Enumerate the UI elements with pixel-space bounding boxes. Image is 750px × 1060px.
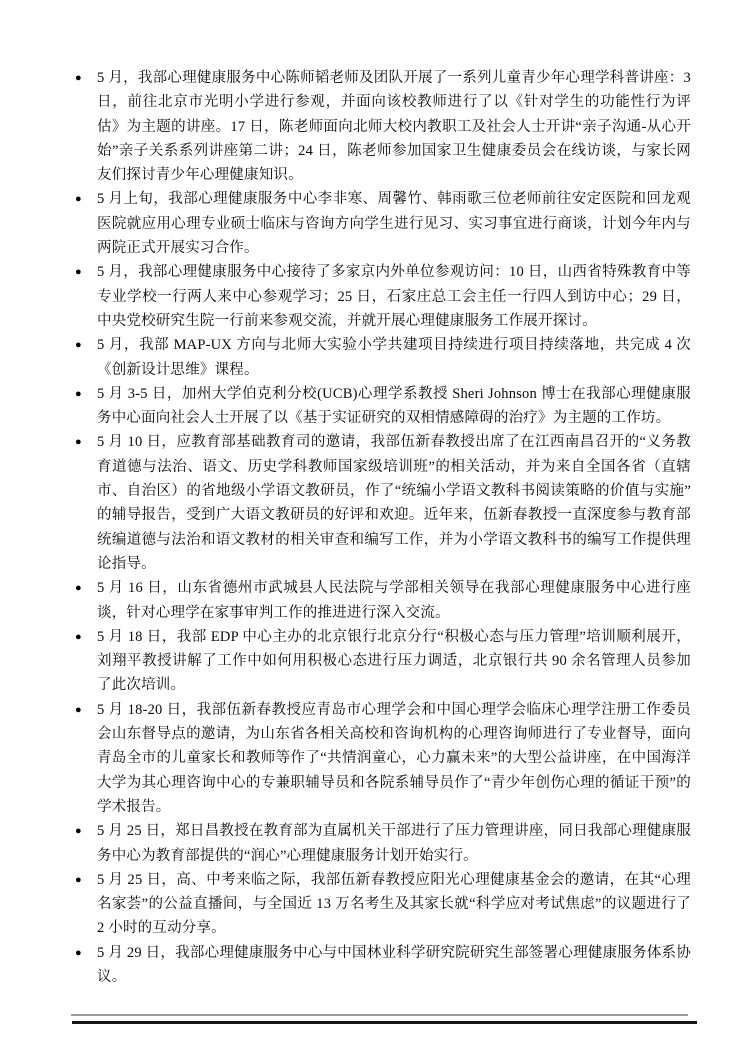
list-item: [75, 625, 691, 698]
list-item-text: 5 月，我部心理健康服务中心陈师韬老师及团队开展了一系列儿童青少年心理学科普讲座：3 日，前往北京市光明小学进行参观，并面向该校教师进行了以《针对学生的功能性行为评估》为主题的讲座。17 日，陈老师面向北师大校内教职工及社会人士开讲“亲子沟通-从心开始”亲子关系系列讲座第二讲；24 日，陈老师参加国家卫生健康委员会在线访谈，与家长网友们探讨青少年心理健康知识。: [97, 70, 691, 184]
list-item-text: 5 月 25 日，高、中考来临之际，我部伍新春教授应阳光心理健康基金会的邀请，在其“心理名家荟”的公益直播间，与全国近 13 万名考生及其家长就“科学应对考试焦虑”的议题进行了 2 小时的互动分享。: [97, 871, 691, 937]
list-item: [75, 187, 691, 260]
footer-divider-thin: [71, 1014, 688, 1016]
list-item-text: 5 月 18 日，我部 EDP 中心主办的北京银行北京分行“积极心态与压力管理”培训顺利展开，刘翔平教授讲解了工作中如何用积极心态进行压力调适，北京银行共 90 余名管理人员参加了此次培训。: [97, 628, 691, 694]
list-item-text: 5 月 3-5 日，加州大学伯克利分校(UCB)心理学系教授 Sheri Johnson 博士在我部心理健康服务中心面向社会人士开展了以《基于实证研究的双相情感障碍的治疗》为主题的工作坊。: [97, 385, 691, 427]
list-item-text: 5 月上旬，我部心理健康服务中心李非寒、周馨竹、韩雨歌三位老师前往安定医院和回龙观医院就应用心理专业硕士临床与咨询方向学生进行见习、实习事宜进行商谈，计划今年内与两院正式开展实习合作。: [97, 191, 691, 257]
list-item: [75, 66, 691, 187]
bullet-icon: ●: [75, 946, 82, 959]
list-item-text: 5 月，我部心理健康服务中心接待了多家京内外单位参观访问：10 日，山西省特殊教育中等专业学校一行两人来中心参观学习；25 日，石家庄总工会主任一行四人到访中心；29 日，中央党校研究生院一行前来参观交流，并就开展心理健康服务工作展开探讨。: [97, 264, 691, 329]
list-item-text: 5 月 29 日，我部心理健康服务中心与中国林业科学研究院研究生部签署心理健康服务体系协议。: [97, 944, 691, 985]
list-item: [75, 819, 691, 868]
list-item: [75, 941, 691, 990]
list-item-text: 5 月 16 日，山东省德州市武城县人民法院与学部相关领导在我部心理健康服务中心进行座谈，针对心理学在家事审判工作的推进进行深入交流。: [97, 580, 691, 621]
footer-divider-thick: [72, 1021, 697, 1024]
bullet-icon: ●: [75, 387, 82, 400]
list-item-text: 5 月，我部 MAP-UX 方向与北师大实验小学共建项目持续进行项目持续落地，共完成 4 次《创新设计思维》课程。: [97, 337, 691, 378]
list-item-text: 5 月 25 日，郑日昌教授在教育部为直属机关干部进行了压力管理讲座，同日我部心理健康服务中心为教育部提供的“润心”心理健康服务计划开始实行。: [97, 823, 691, 864]
bullet-icon: ●: [75, 266, 82, 279]
bullet-icon: ●: [75, 193, 82, 206]
bullet-icon: ●: [75, 825, 82, 838]
list-item: [75, 868, 691, 941]
news-bullet-list: [75, 66, 691, 989]
list-item: [75, 382, 691, 431]
list-item: [75, 430, 691, 576]
bullet-icon: ●: [75, 436, 82, 449]
bullet-icon: ●: [75, 339, 82, 352]
list-item: [75, 260, 691, 333]
list-item: [75, 698, 691, 819]
bullet-icon: ●: [75, 703, 82, 716]
bullet-icon: ●: [75, 72, 82, 84]
bullet-icon: ●: [75, 873, 82, 886]
list-item-text: 5 月 18-20 日，我部伍新春教授应青岛市心理学会和中国心理学会临床心理学注册工作委员会山东督导点的邀请，为山东省各相关高校和咨询机构的心理咨询师进行了专业督导，面向青岛全市的儿童家长和教师等作了“共情润童心，心力赢未来”的大型公益讲座，在中国海洋大学为其心理咨询中心的专兼职辅导员和各院系辅导员作了“青少年创伤心理的循证干预”的学术报告。: [97, 701, 691, 815]
bullet-icon: ●: [75, 582, 82, 595]
bullet-icon: ●: [75, 630, 82, 643]
list-item-text: 5 月 10 日，应教育部基础教育司的邀请，我部伍新春教授出席了在江西南昌召开的“义务教育道德与法治、语文、历史学科教师国家级培训班”的相关活动，并为来自全国各省（直辖市、自治区）的省地级小学语文教研员，作了“统编小学语文教科书阅读策略的价值与实施”的辅导报告，受到广大语文教研员的好评和欢迎。近年来，伍新春教授一直深度参与教育部统编道德与法治和语文教材的相关审查和编写工作，并为小学语文教科书的编写工作提供理论指导。: [97, 434, 691, 572]
list-item: [75, 576, 691, 625]
list-item: [75, 333, 691, 382]
